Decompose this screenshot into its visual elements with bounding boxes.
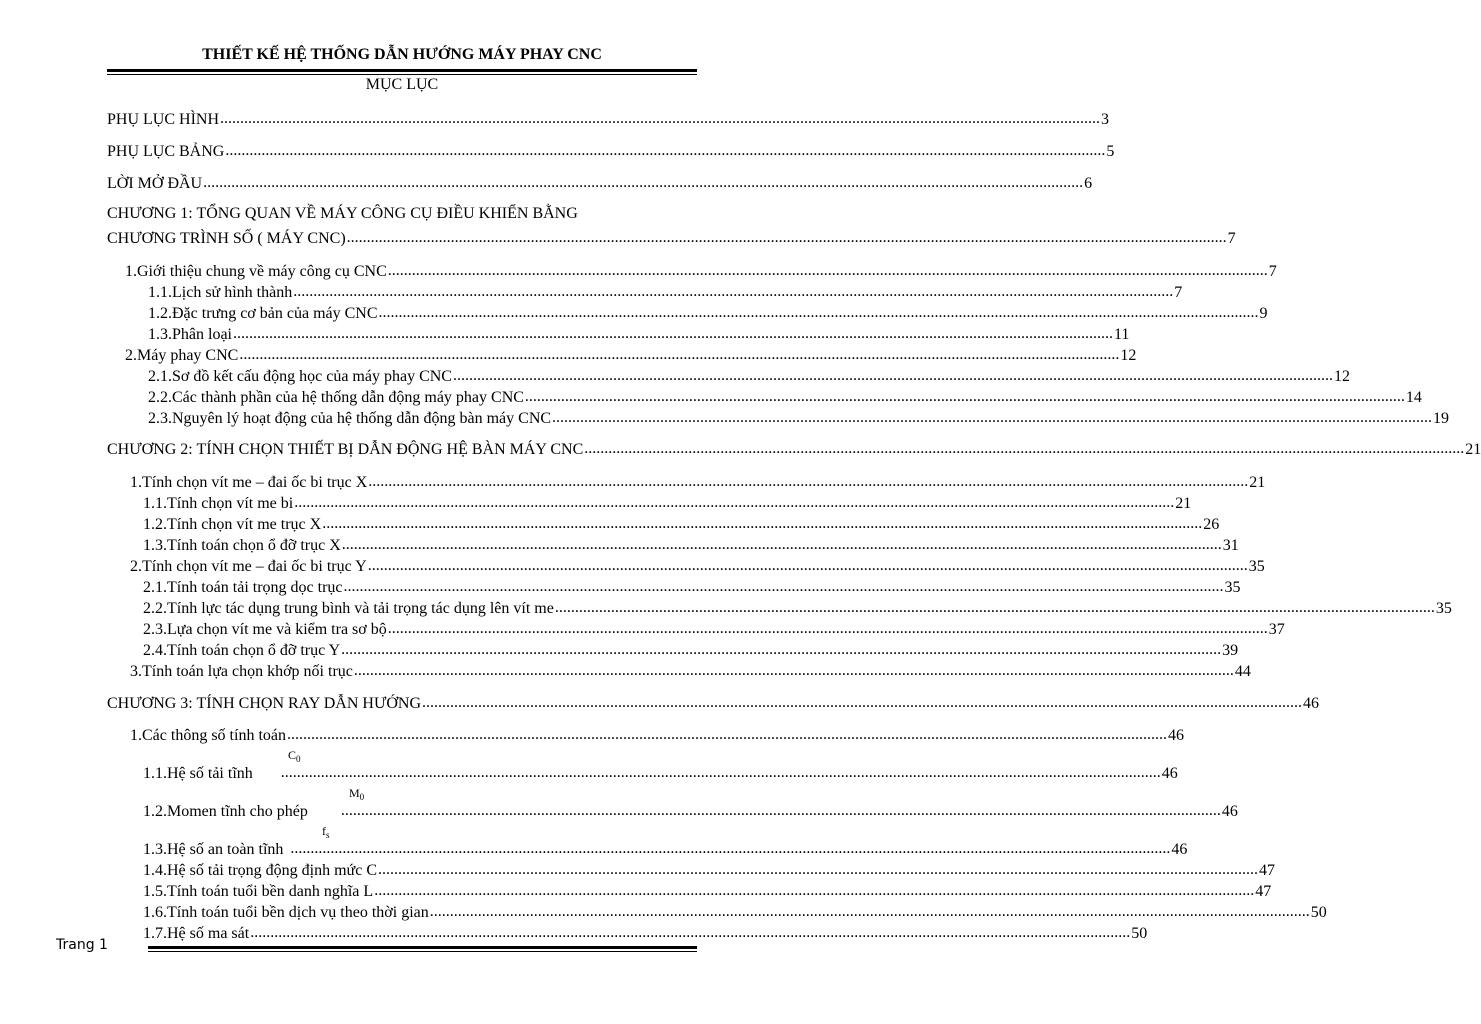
- toc-entry-loi-mo-dau[interactable]: [107, 173, 1093, 193]
- toc-entry-page: 46: [1221, 803, 1238, 820]
- toc-entry-label: Tính toán chọn ổ đỡ trục Y: [167, 642, 341, 659]
- toc-entry-page: 21: [1175, 495, 1192, 512]
- toc-entry-label: PHỤ LỤC HÌNH: [107, 111, 219, 128]
- toc-entry[interactable]: [107, 282, 1183, 302]
- toc-entry-page: 35: [1435, 600, 1452, 617]
- toc-entry-label: Tính toán tuổi bền dịch vụ theo thời gian: [167, 904, 429, 921]
- symbol-main: M: [349, 786, 360, 800]
- toc-entry-label: Tính chọn vít me bi: [167, 495, 294, 512]
- toc-entry[interactable]: [107, 619, 1285, 639]
- symbol-c0: [288, 748, 301, 764]
- toc-entry-number: 1.6.: [143, 904, 167, 921]
- toc-entry[interactable]: [107, 493, 1192, 513]
- toc-entry[interactable]: [107, 763, 1178, 783]
- toc-entry-page: 46: [1161, 765, 1178, 782]
- toc-entry-label: Tính chọn vít me – đai ốc bi trục X: [142, 474, 368, 491]
- toc-entry-number: 2.4.: [143, 642, 167, 659]
- toc-chapter-1[interactable]: [107, 228, 1236, 248]
- dot-leader: ............................................................................................................................................................................................................................: [377, 861, 1258, 878]
- toc-entry-page: 5: [1106, 143, 1115, 160]
- toc-entry-label: Các thành phần của hệ thống dẫn động máy phay CNC: [172, 389, 524, 406]
- toc-entry-number: 1.3.: [143, 537, 167, 554]
- toc-entry-page: 46: [1171, 841, 1188, 858]
- toc-entry-page: 50: [1310, 904, 1327, 921]
- toc-entry-page: 46: [1167, 727, 1184, 744]
- toc-chapter-1-line1[interactable]: CHƯƠNG 1: TỔNG QUAN VỀ MÁY CÔNG CỤ ĐIỀU KHIỂN BẰNG: [107, 205, 578, 222]
- toc-entry-label: Lựa chọn vít me và kiểm tra sơ bộ: [167, 621, 387, 638]
- dot-leader: ............................................................................................................................................................................................................................: [452, 367, 1333, 384]
- toc-entry[interactable]: [107, 881, 1272, 901]
- symbol-subscript: 0: [359, 792, 365, 802]
- toc-entry-number: 2.3.: [148, 410, 172, 427]
- toc-entry-number: 1.7.: [143, 925, 167, 942]
- toc-entry-page: 3: [1101, 111, 1109, 128]
- dot-leader: ............................................................................................................................................................................................................................: [387, 262, 1268, 279]
- dot-leader: ............................................................................................................................................................................................................................: [280, 764, 1161, 781]
- dot-leader: ............................................................................................................................................................................................................................: [524, 388, 1405, 405]
- symbol-fs: [322, 824, 330, 840]
- dot-leader: ............................................................................................................................................................................................................................: [293, 283, 1174, 300]
- dot-leader: ............................................................................................................................................................................................................................: [341, 641, 1222, 658]
- toc-entry-page: 9: [1259, 305, 1268, 322]
- footer-page-label: Trang 1: [56, 937, 108, 953]
- toc-entry-page: 7: [1174, 284, 1183, 301]
- toc-entry-phu-luc-hinh[interactable]: [107, 109, 1109, 129]
- toc-entry-page: 35: [1248, 558, 1265, 575]
- toc-entry[interactable]: [107, 303, 1268, 323]
- toc-entry-number: 1.: [125, 263, 137, 280]
- toc-entry-number: 1.3.: [148, 326, 172, 343]
- toc-heading: MỤC LỤC: [365, 76, 439, 93]
- toc-entry-page: 50: [1131, 925, 1148, 942]
- toc-entry-label: LỜI MỞ ĐẦU: [107, 175, 203, 192]
- toc-entry[interactable]: [107, 640, 1239, 660]
- dot-leader: ............................................................................................................................................................................................................................: [203, 174, 1084, 191]
- dot-leader: ............................................................................................................................................................................................................................: [429, 903, 1310, 920]
- toc-entry-label: Tính toán chọn ổ đỡ trục X: [167, 537, 341, 554]
- dot-leader: ............................................................................................................................................................................................................................: [250, 924, 1131, 941]
- toc-entry-label: Tính toán tải trọng dọc trục: [167, 579, 343, 596]
- toc-entry-number: 2.1.: [143, 579, 167, 596]
- toc-entry-label: Đặc trưng cơ bản của máy CNC: [172, 305, 378, 322]
- toc-entry-label: Phân loại: [172, 326, 232, 343]
- toc-entry-number: 1.1.: [143, 765, 167, 782]
- dot-leader: ............................................................................................................................................................................................................................: [322, 515, 1203, 532]
- toc-entry-page: 11: [1114, 326, 1130, 343]
- dot-leader: ............................................................................................................................................................................................................................: [294, 494, 1175, 511]
- toc-entry-label: Tính chọn vít me trục X: [167, 516, 322, 533]
- dot-leader: ............................................................................................................................................................................................................................: [552, 409, 1433, 426]
- toc-chapter-3[interactable]: [107, 693, 1320, 713]
- toc-entry[interactable]: [107, 387, 1422, 407]
- toc-entry-number: 3.: [130, 663, 142, 680]
- dot-leader: ............................................................................................................................................................................................................................: [286, 726, 1167, 743]
- symbol-main: C: [288, 748, 297, 762]
- toc-entry-number: 1.: [130, 474, 142, 491]
- toc-entry-label: Nguyên lý hoạt động của hệ thống dẫn động bàn máy CNC: [172, 410, 552, 427]
- dot-leader: ............................................................................................................................................................................................................................: [346, 229, 1227, 246]
- toc-entry-label: Tính toán lựa chọn khớp nối trục: [142, 663, 353, 680]
- toc-entry[interactable]: [107, 801, 1238, 821]
- toc-entry[interactable]: [107, 860, 1275, 880]
- dot-leader: ............................................................................................................................................................................................................................: [340, 802, 1221, 819]
- toc-entry-label: Các thông số tính toán: [142, 727, 286, 744]
- dot-leader: ............................................................................................................................................................................................................................: [225, 142, 1106, 159]
- dot-leader: ............................................................................................................................................................................................................................: [343, 578, 1224, 595]
- dot-leader: ............................................................................................................................................................................................................................: [554, 599, 1435, 616]
- toc-entry-page: 6: [1084, 175, 1093, 192]
- toc-entry-number: 1.5.: [143, 883, 167, 900]
- footer-rule-thick: [148, 946, 697, 949]
- toc-entry[interactable]: [107, 661, 1251, 681]
- dot-leader: ............................................................................................................................................................................................................................: [422, 694, 1303, 711]
- toc-entry-number: 1.2.: [143, 803, 167, 820]
- header-rule-thin: [107, 74, 697, 75]
- toc-entry[interactable]: [107, 598, 1452, 618]
- dot-leader: ............................................................................................................................................................................................................................: [368, 473, 1249, 490]
- toc-entry-label: Lịch sử hình thành: [172, 284, 293, 301]
- toc-chapter-2[interactable]: [107, 439, 1481, 459]
- toc-entry-label: Hệ số tải tĩnh: [167, 765, 253, 782]
- toc-entry-page: 7: [1227, 230, 1236, 247]
- toc-entry-page: 26: [1203, 516, 1220, 533]
- toc-entry-number: 2.2.: [148, 389, 172, 406]
- toc-entry-number: 2.1.: [148, 368, 172, 385]
- toc-entry[interactable]: [107, 923, 1148, 943]
- toc-entry-number: 1.1.: [143, 495, 167, 512]
- toc-entry[interactable]: [107, 902, 1327, 922]
- toc-entry-number: 2.: [130, 558, 142, 575]
- symbol-m0: [349, 786, 364, 802]
- toc-entry-label: CHƯƠNG TRÌNH SỐ ( MÁY CNC): [107, 230, 346, 247]
- toc-entry-page: 21: [1465, 441, 1481, 458]
- toc-entry[interactable]: [107, 261, 1277, 281]
- toc-entry[interactable]: [107, 324, 1130, 344]
- toc-entry-page: 21: [1249, 474, 1266, 491]
- dot-leader: ............................................................................................................................................................................................................................: [220, 110, 1100, 127]
- toc-entry[interactable]: [107, 556, 1265, 576]
- dot-leader: ............................................................................................................................................................................................................................: [341, 536, 1222, 553]
- toc-entry-phu-luc-bang[interactable]: [107, 141, 1115, 161]
- dot-leader: ............................................................................................................................................................................................................................: [367, 557, 1248, 574]
- dot-leader: ............................................................................................................................................................................................................................: [584, 440, 1465, 457]
- toc-entry-label: Tính lực tác dụng trung bình và tải trọng tác dụng lên vít me: [167, 600, 554, 617]
- toc-entry[interactable]: [107, 535, 1239, 555]
- toc-entry-number: 1.: [130, 727, 142, 744]
- toc-entry-number: 2.2.: [143, 600, 167, 617]
- toc-entry[interactable]: [107, 514, 1220, 534]
- toc-entry[interactable]: [107, 472, 1266, 492]
- dot-leader: ............................................................................................................................................................................................................................: [290, 840, 1171, 857]
- toc-entry-label: Máy phay CNC: [137, 347, 239, 364]
- header-rule-thick: [107, 69, 697, 72]
- toc-entry-page: 7: [1268, 263, 1277, 280]
- toc-entry[interactable]: [107, 345, 1137, 365]
- toc-entry-label: Momen tĩnh cho phép: [167, 803, 308, 820]
- toc-entry-page: 31: [1222, 537, 1239, 554]
- toc-entry-label: Tính toán tuổi bền danh nghĩa L: [167, 883, 374, 900]
- symbol-subscript: s: [326, 830, 330, 840]
- dot-leader: ............................................................................................................................................................................................................................: [353, 662, 1234, 679]
- symbol-main: f: [322, 824, 326, 838]
- toc-entry[interactable]: [107, 366, 1350, 386]
- dot-leader: ............................................................................................................................................................................................................................: [233, 325, 1113, 342]
- toc-entry-number: 1.3.: [143, 841, 167, 858]
- toc-entry-page: 12: [1333, 368, 1350, 385]
- toc-entry[interactable]: [107, 839, 1188, 859]
- toc-entry[interactable]: [107, 725, 1184, 745]
- toc-entry-number: 1.2.: [148, 305, 172, 322]
- toc-entry-page: 35: [1224, 579, 1241, 596]
- toc-entry-page: 44: [1234, 663, 1251, 680]
- toc-entry-page: 19: [1433, 410, 1450, 427]
- toc-entry[interactable]: [107, 577, 1241, 597]
- symbol-subscript: 0: [296, 754, 301, 764]
- toc-entry-page: 46: [1303, 695, 1320, 712]
- toc-entry-page: 14: [1405, 389, 1422, 406]
- toc-entry-page: 37: [1268, 621, 1285, 638]
- toc-entry-page: 12: [1120, 347, 1137, 364]
- toc-entry-number: 1.1.: [148, 284, 172, 301]
- dot-leader: ............................................................................................................................................................................................................................: [378, 304, 1259, 321]
- footer-rule-thin: [148, 951, 697, 952]
- toc-entry-number: 2.: [125, 347, 137, 364]
- toc-entry-label: Hệ số tải trọng động định mức C: [167, 862, 377, 879]
- toc-entry-number: 1.4.: [143, 862, 167, 879]
- toc-entry-label: Sơ đồ kết cấu động học của máy phay CNC: [172, 368, 452, 385]
- toc-entry-label: Hệ số an toàn tĩnh: [167, 841, 284, 858]
- toc-entry-page: 47: [1255, 883, 1272, 900]
- toc-entry-label: CHƯƠNG 3: TÍNH CHỌN RAY DẪN HƯỚNG: [107, 695, 422, 712]
- toc-entry-number: 1.2.: [143, 516, 167, 533]
- dot-leader: ............................................................................................................................................................................................................................: [374, 882, 1255, 899]
- toc-entry-page: 47: [1258, 862, 1275, 879]
- toc-entry[interactable]: [107, 408, 1450, 428]
- toc-entry-label: CHƯƠNG 2: TÍNH CHỌN THIẾT BỊ DẪN ĐỘNG HỆ BÀN MÁY CNC: [107, 441, 584, 458]
- toc-entry-page: 39: [1222, 642, 1239, 659]
- toc-entry-label: Giới thiệu chung về máy công cụ CNC: [137, 263, 387, 280]
- toc-entry-number: 2.3.: [143, 621, 167, 638]
- toc-entry-label: Hệ số ma sát: [167, 925, 250, 942]
- document-header-title: THIẾT KẾ HỆ THỐNG DẪN HƯỚNG MÁY PHAY CNC: [202, 46, 602, 63]
- dot-leader: ............................................................................................................................................................................................................................: [387, 620, 1268, 637]
- toc-entry-label: Tính chọn vít me – đai ốc bi trục Y: [142, 558, 367, 575]
- toc-entry-label: PHỤ LỤC BẢNG: [107, 143, 225, 160]
- dot-leader: ............................................................................................................................................................................................................................: [239, 346, 1120, 363]
